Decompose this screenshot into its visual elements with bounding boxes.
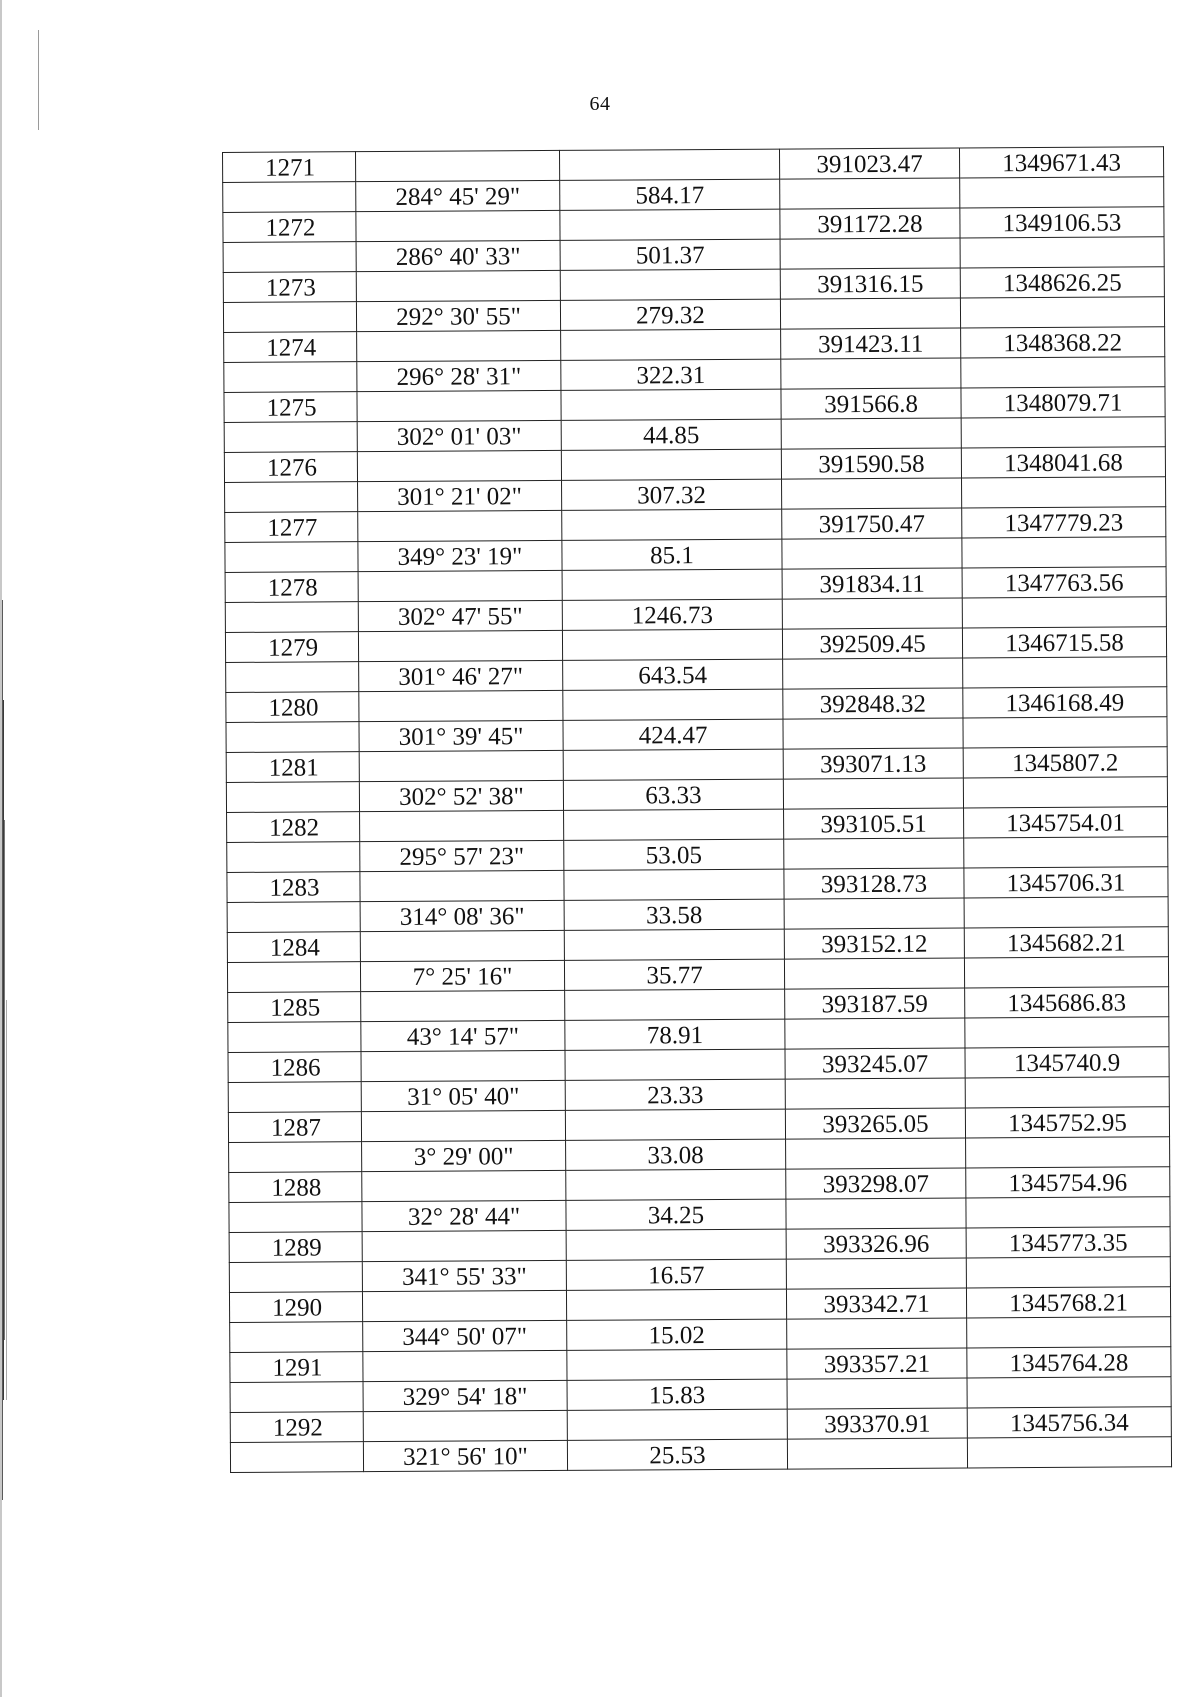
empty-cell (564, 809, 784, 840)
empty-cell (962, 537, 1166, 568)
northing-cell: 393326.96 (786, 1228, 966, 1259)
empty-cell (784, 958, 964, 989)
empty-cell (362, 1290, 566, 1321)
empty-cell (786, 1258, 966, 1289)
empty-cell (223, 302, 356, 333)
empty-cell (967, 1437, 1171, 1468)
northing-cell: 393105.51 (784, 808, 964, 839)
bearing-cell: 7° 25' 16" (360, 960, 564, 991)
empty-cell (225, 542, 358, 573)
empty-cell (358, 570, 562, 601)
empty-cell (562, 509, 782, 540)
easting-cell: 1345752.95 (965, 1107, 1169, 1138)
empty-cell (966, 1197, 1170, 1228)
empty-cell (787, 1438, 967, 1469)
station-cell: 1281 (226, 752, 359, 783)
empty-cell (224, 362, 357, 393)
empty-cell (561, 329, 781, 360)
empty-cell (223, 182, 356, 213)
empty-cell (227, 962, 360, 993)
survey-table-body (223, 147, 1172, 1473)
empty-cell (780, 238, 960, 269)
distance-cell: 44.85 (561, 419, 781, 450)
easting-cell: 1348079.71 (961, 387, 1165, 418)
easting-cell: 1345773.35 (966, 1227, 1170, 1258)
easting-cell: 1349106.53 (960, 207, 1164, 238)
empty-cell (960, 237, 1164, 268)
easting-cell: 1346715.58 (962, 627, 1166, 658)
easting-cell: 1345768.21 (966, 1287, 1170, 1318)
empty-cell (357, 390, 561, 421)
bearing-cell: 302° 52' 38" (359, 780, 563, 811)
empty-cell (960, 297, 1164, 328)
empty-cell (226, 722, 359, 753)
station-cell: 1283 (227, 872, 360, 903)
empty-cell (358, 630, 562, 661)
empty-cell (356, 270, 560, 301)
empty-cell (565, 989, 785, 1020)
empty-cell (361, 990, 565, 1021)
northing-cell: 393370.91 (787, 1408, 967, 1439)
empty-cell (560, 269, 780, 300)
easting-cell: 1345754.01 (964, 807, 1168, 838)
bearing-cell: 31° 05' 40" (361, 1080, 565, 1111)
empty-cell (227, 902, 360, 933)
empty-cell (561, 389, 781, 420)
distance-cell: 424.47 (563, 719, 783, 750)
empty-cell (781, 418, 961, 449)
empty-cell (564, 869, 784, 900)
bearing-cell: 301° 39' 45" (359, 720, 563, 751)
easting-cell: 1345706.31 (964, 867, 1168, 898)
empty-cell (786, 1138, 966, 1169)
empty-cell (561, 449, 781, 480)
empty-cell (361, 1110, 565, 1141)
easting-cell: 1349671.43 (959, 147, 1163, 178)
bearing-cell: 292° 30' 55" (356, 300, 560, 331)
northing-cell: 393187.59 (785, 988, 965, 1019)
empty-cell (784, 898, 964, 929)
easting-cell: 1345682.21 (964, 927, 1168, 958)
distance-cell: 501.37 (560, 239, 780, 270)
northing-cell: 393298.07 (786, 1168, 966, 1199)
bearing-cell: 295° 57' 23" (360, 840, 564, 871)
northing-cell: 391423.11 (781, 328, 961, 359)
station-cell: 1284 (227, 932, 360, 963)
station-cell: 1292 (230, 1412, 363, 1443)
easting-cell: 1348626.25 (960, 267, 1164, 298)
easting-cell: 1345764.28 (967, 1347, 1171, 1378)
empty-cell (567, 1349, 787, 1380)
station-cell: 1287 (228, 1112, 361, 1143)
bearing-cell: 329° 54' 18" (363, 1380, 567, 1411)
northing-cell: 391172.28 (780, 208, 960, 239)
empty-cell (783, 658, 963, 689)
empty-cell (224, 422, 357, 453)
empty-cell (963, 717, 1167, 748)
empty-cell (966, 1257, 1170, 1288)
empty-cell (786, 1198, 966, 1229)
empty-cell (785, 1078, 965, 1109)
page-number: 64 (589, 93, 611, 115)
empty-cell (360, 810, 564, 841)
empty-cell (783, 778, 963, 809)
empty-cell (359, 690, 563, 721)
bearing-cell: 32° 28' 44" (362, 1200, 566, 1231)
distance-cell: 584.17 (560, 179, 780, 210)
easting-cell: 1345754.96 (966, 1167, 1170, 1198)
distance-cell: 322.31 (561, 359, 781, 390)
empty-cell (564, 929, 784, 960)
empty-cell (566, 1289, 786, 1320)
northing-cell: 391834.11 (782, 568, 962, 599)
survey-table (222, 146, 1172, 1473)
distance-cell: 85.1 (562, 539, 782, 570)
northing-cell: 393071.13 (783, 748, 963, 779)
empty-cell (961, 417, 1165, 448)
empty-cell (562, 569, 782, 600)
distance-cell: 34.25 (566, 1199, 786, 1230)
distance-cell: 15.02 (567, 1319, 787, 1350)
empty-cell (356, 210, 560, 241)
empty-cell (784, 838, 964, 869)
distance-cell: 63.33 (563, 779, 783, 810)
empty-cell (567, 1409, 787, 1440)
station-cell: 1289 (229, 1232, 362, 1263)
empty-cell (787, 1318, 967, 1349)
distance-cell: 35.77 (564, 959, 784, 990)
easting-cell: 1347763.56 (962, 567, 1166, 598)
station-cell: 1272 (223, 212, 356, 243)
bearing-cell: 344° 50' 07" (363, 1320, 567, 1351)
empty-cell (357, 330, 561, 361)
distance-cell: 307.32 (562, 479, 782, 510)
station-cell: 1291 (230, 1352, 363, 1383)
empty-cell (360, 870, 564, 901)
bearing-cell: 302° 47' 55" (358, 600, 562, 631)
northing-cell: 391750.47 (782, 508, 962, 539)
easting-cell: 1345807.2 (963, 747, 1167, 778)
northing-cell: 392509.45 (782, 628, 962, 659)
northing-cell: 392848.32 (783, 688, 963, 719)
empty-cell (358, 510, 562, 541)
empty-cell (229, 1202, 362, 1233)
station-cell: 1279 (225, 632, 358, 663)
distance-cell: 23.33 (565, 1079, 785, 1110)
northing-cell: 393265.05 (785, 1108, 965, 1139)
easting-cell: 1347779.23 (962, 507, 1166, 538)
empty-cell (783, 718, 963, 749)
bearing-cell: 296° 28' 31" (357, 360, 561, 391)
empty-cell (563, 749, 783, 780)
station-cell: 1282 (227, 812, 360, 843)
northing-cell: 391023.47 (779, 148, 959, 179)
northing-cell: 391566.8 (781, 388, 961, 419)
distance-cell: 53.05 (564, 839, 784, 870)
easting-cell: 1348368.22 (961, 327, 1165, 358)
empty-cell (780, 298, 960, 329)
station-cell: 1288 (229, 1172, 362, 1203)
empty-cell (229, 1262, 362, 1293)
station-cell: 1276 (224, 452, 357, 483)
bearing-cell: 302° 01' 03" (357, 420, 561, 451)
distance-cell: 16.57 (566, 1259, 786, 1290)
station-cell: 1271 (223, 152, 356, 183)
empty-cell (565, 1049, 785, 1080)
distance-cell: 279.32 (560, 299, 780, 330)
empty-cell (965, 1017, 1169, 1048)
distance-cell: 15.83 (567, 1379, 787, 1410)
empty-cell (962, 597, 1166, 628)
empty-cell (228, 1022, 361, 1053)
empty-cell (226, 782, 359, 813)
empty-cell (966, 1137, 1170, 1168)
station-cell: 1275 (224, 392, 357, 423)
empty-cell (782, 478, 962, 509)
empty-cell (357, 450, 561, 481)
empty-cell (565, 1109, 785, 1140)
distance-cell: 643.54 (563, 659, 783, 690)
empty-cell (360, 930, 564, 961)
empty-cell (225, 482, 358, 513)
empty-cell (226, 662, 359, 693)
northing-cell: 393152.12 (784, 928, 964, 959)
empty-cell (230, 1442, 363, 1473)
bearing-cell: 284° 45' 29" (356, 180, 560, 211)
station-cell: 1277 (225, 512, 358, 543)
empty-cell (563, 689, 783, 720)
empty-cell (230, 1382, 363, 1413)
empty-cell (566, 1229, 786, 1260)
empty-cell (227, 842, 360, 873)
empty-cell (559, 149, 779, 180)
station-cell: 1290 (229, 1292, 362, 1323)
distance-cell: 78.91 (565, 1019, 785, 1050)
northing-cell: 393128.73 (784, 868, 964, 899)
station-cell: 1274 (224, 332, 357, 363)
empty-cell (223, 242, 356, 273)
empty-cell (781, 358, 961, 389)
station-cell: 1285 (228, 992, 361, 1023)
empty-cell (960, 177, 1164, 208)
empty-cell (964, 837, 1168, 868)
northing-cell: 393245.07 (785, 1048, 965, 1079)
northing-cell: 393342.71 (786, 1288, 966, 1319)
empty-cell (964, 957, 1168, 988)
northing-cell: 391590.58 (781, 448, 961, 479)
empty-cell (967, 1377, 1171, 1408)
empty-cell (566, 1169, 786, 1200)
empty-cell (361, 1050, 565, 1081)
empty-cell (229, 1142, 362, 1173)
northing-cell: 393357.21 (787, 1348, 967, 1379)
bearing-cell: 286° 40' 33" (356, 240, 560, 271)
empty-cell (962, 477, 1166, 508)
empty-cell (967, 1317, 1171, 1348)
empty-cell (228, 1082, 361, 1113)
station-cell: 1280 (226, 692, 359, 723)
empty-cell (562, 629, 782, 660)
empty-cell (965, 1077, 1169, 1108)
empty-cell (362, 1170, 566, 1201)
empty-cell (782, 598, 962, 629)
empty-cell (787, 1378, 967, 1409)
bearing-cell: 349° 23' 19" (358, 540, 562, 571)
scan-edge (0, 0, 36, 1697)
distance-cell: 25.53 (567, 1439, 787, 1470)
empty-cell (363, 1410, 567, 1441)
empty-cell (963, 657, 1167, 688)
empty-cell (362, 1230, 566, 1261)
empty-cell (230, 1322, 363, 1353)
empty-cell (363, 1350, 567, 1381)
easting-cell: 1345686.83 (965, 987, 1169, 1018)
bearing-cell: 3° 29' 00" (362, 1140, 566, 1171)
distance-cell: 1246.73 (562, 599, 782, 630)
empty-cell (780, 178, 960, 209)
easting-cell: 1345740.9 (965, 1047, 1169, 1078)
bearing-cell: 341° 55' 33" (362, 1260, 566, 1291)
distance-cell: 33.58 (564, 899, 784, 930)
empty-cell (963, 777, 1167, 808)
station-cell: 1286 (228, 1052, 361, 1083)
bearing-cell: 301° 21' 02" (358, 480, 562, 511)
empty-cell (782, 538, 962, 569)
bearing-cell: 321° 56' 10" (363, 1440, 567, 1471)
northing-cell: 391316.15 (780, 268, 960, 299)
bearing-cell: 43° 14' 57" (361, 1020, 565, 1051)
easting-cell: 1348041.68 (961, 447, 1165, 478)
empty-cell (560, 209, 780, 240)
empty-cell (359, 750, 563, 781)
empty-cell (964, 897, 1168, 928)
empty-cell (961, 357, 1165, 388)
empty-cell (225, 602, 358, 633)
station-cell: 1278 (225, 572, 358, 603)
easting-cell: 1346168.49 (963, 687, 1167, 718)
bearing-cell: 301° 46' 27" (359, 660, 563, 691)
station-cell: 1273 (223, 272, 356, 303)
empty-cell (785, 1018, 965, 1049)
easting-cell: 1345756.34 (967, 1407, 1171, 1438)
bearing-cell: 314° 08' 36" (360, 900, 564, 931)
table-row-line (230, 1437, 1171, 1473)
distance-cell: 33.08 (566, 1139, 786, 1170)
empty-cell (356, 150, 560, 181)
